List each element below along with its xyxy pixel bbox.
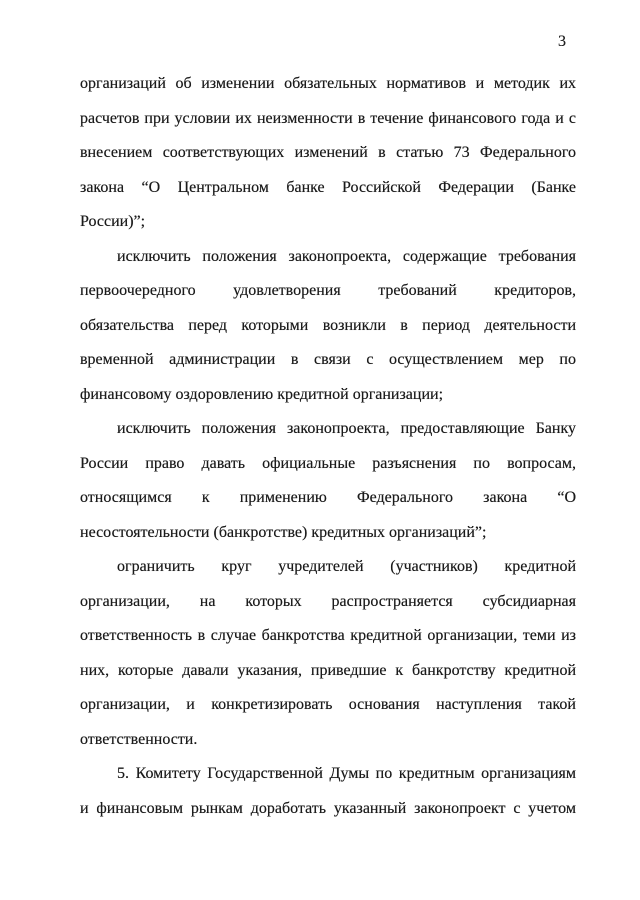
text-line: обязательства перед которыми возникли в период деятельности <box>80 316 576 334</box>
text-line: ответственности. <box>80 730 198 748</box>
text-line: 5. Комитету Государственной Думы по кредитным организациям <box>117 765 576 782</box>
text-line: расчетов при условии их неизменности в течение финансового года и с <box>80 109 576 127</box>
text-line: несостоятельности (банкротстве) кредитных организаций”; <box>80 523 487 541</box>
text-line: России)”; <box>80 213 146 230</box>
text-line: закона “О Центральном банке Российской Федерации (Банке <box>80 178 576 196</box>
text-line: финансовому оздоровлению кредитной организации; <box>80 385 444 403</box>
text-line: них, которые давали указания, приведшие к банкротству кредитной <box>80 661 576 679</box>
text-line: организации, и конкретизировать основания наступления такой <box>80 696 576 713</box>
page-number: 3 <box>558 33 566 50</box>
text-line: ответственность в случае банкротства кредитной организации, теми из <box>80 627 576 644</box>
text-line: организации, на которых распространяется субсидиарная <box>80 592 576 610</box>
text-line: временной администрации в связи с осуществлением мер по <box>80 351 576 368</box>
text-line: относящимся к применению Федерального закона “О <box>80 489 576 506</box>
text-line: первоочередного удовлетворения требований кредиторов, <box>80 282 576 299</box>
text-line: внесением соответствующих изменений в статью 73 Федерального <box>80 144 576 161</box>
text-line: исключить положения законопроекта, содержащие требования <box>117 247 576 265</box>
text-line: ограничить круг учредителей (участников) кредитной <box>117 558 576 575</box>
text-line: России право давать официальные разъяснения по вопросам, <box>80 454 576 472</box>
text-block <box>80 67 576 826</box>
text-line: и финансовым рынкам доработать указанный законопроект с учетом <box>80 799 576 817</box>
text-line: организаций об изменении обязательных нормативов и методик их <box>80 75 576 92</box>
text-line: исключить положения законопроекта, предоставляющие Банку <box>117 420 576 437</box>
